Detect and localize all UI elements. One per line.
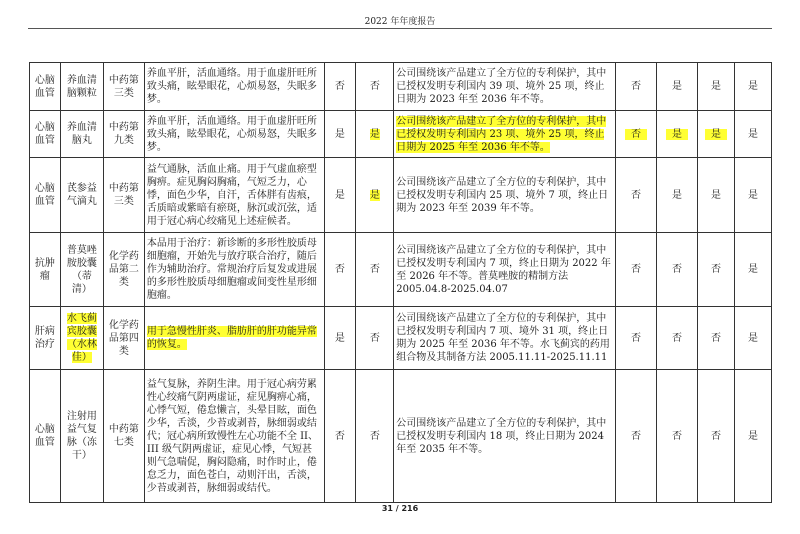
flag-cell: 否 bbox=[657, 233, 698, 307]
flag-cell: 否 bbox=[615, 158, 656, 233]
registration-class-cell: 中药第 三类 bbox=[103, 158, 144, 233]
highlighted-flag: 是 bbox=[369, 189, 380, 201]
patent-cell: 公司围绕该产品建立了全方位的专利保护，其中已授权发明专利国内 18 项，终止日期为 2024 年至 2035 年不等。 bbox=[394, 370, 616, 503]
flag-cell bbox=[698, 111, 735, 158]
indication-cell: 益气通脉，活血止痛。用于气虚血瘀型胸痹。症见胸闷胸痛，气短乏力，心悸，面色少华，自汗，舌体胖有齿痕，舌质暗或紫暗有瘀斑，脉沉或沉弦，适用于冠心病心绞痛见上述症候者。 bbox=[144, 158, 324, 233]
flag-cell: 否 bbox=[324, 63, 356, 111]
flag-cell: 是 bbox=[735, 370, 772, 503]
registration-class-cell: 化学药 品第二 类 bbox=[103, 233, 144, 307]
flag-cell: 是 bbox=[735, 63, 772, 111]
table-row bbox=[30, 233, 772, 307]
table-row bbox=[30, 63, 772, 111]
flag-cell bbox=[356, 111, 394, 158]
flag-cell: 否 bbox=[615, 307, 656, 370]
highlighted-patent-text: 公司围绕该产品建立了全方位的专利保护，其中已授权发明专利国内 23 项、境外 25 项，终止日期为 2025 年至 2036 年不等。 bbox=[396, 115, 607, 153]
report-header-title: 2022 年年度报告 bbox=[364, 17, 436, 27]
highlighted-indication: 用于急慢性肝炎、脂肪肝的肝功能异常的恢复。 bbox=[146, 326, 317, 350]
category-cell: 心脑 血管 bbox=[30, 111, 61, 158]
indication-cell: 养血平肝，活血通络。用于血虚肝旺所致头痛，眩晕眼花，心烦易怒，失眠多梦。 bbox=[144, 63, 324, 111]
flag-cell: 否 bbox=[657, 370, 698, 503]
registration-class-cell: 化学药 品第四 类 bbox=[103, 307, 144, 370]
flag-cell: 是 bbox=[698, 158, 735, 233]
highlighted-flag: 是 bbox=[705, 129, 727, 140]
category-cell: 心脑 血管 bbox=[30, 63, 61, 111]
flag-cell: 是 bbox=[324, 111, 356, 158]
flag-cell: 否 bbox=[615, 63, 656, 111]
flag-cell: 是 bbox=[657, 63, 698, 111]
flag-cell bbox=[356, 158, 394, 233]
patent-cell: 公司围绕该产品建立了全方位的专利保护，其中已授权发明专利国内 7 项，终止日期为 2022 年至 2026 年不等。普莫唑胺的精制方法 2005.04.8-2025.04.07 bbox=[394, 233, 616, 307]
product-name-cell: 注射用 益气复 脉（冻 干） bbox=[60, 370, 103, 503]
flag-cell: 是 bbox=[324, 158, 356, 233]
flag-cell bbox=[615, 111, 656, 158]
product-table bbox=[29, 62, 772, 503]
flag-cell bbox=[657, 111, 698, 158]
flag-cell: 是 bbox=[324, 307, 356, 370]
category-cell: 心脑 血管 bbox=[30, 158, 61, 233]
category-cell: 肝病 治疗 bbox=[30, 307, 61, 370]
flag-cell: 是 bbox=[735, 233, 772, 307]
highlighted-flag: 是 bbox=[369, 128, 380, 140]
flag-cell: 是 bbox=[735, 307, 772, 370]
product-name-cell: 芪参益 气滴丸 bbox=[60, 158, 103, 233]
table-row bbox=[30, 307, 772, 370]
product-name-cell bbox=[60, 307, 103, 370]
flag-cell: 否 bbox=[698, 307, 735, 370]
category-cell: 抗肿 瘤 bbox=[30, 233, 61, 307]
indication-cell bbox=[144, 307, 324, 370]
flag-cell: 否 bbox=[657, 307, 698, 370]
flag-cell: 否 bbox=[356, 63, 394, 111]
flag-cell: 否 bbox=[356, 307, 394, 370]
patent-cell: 公司围绕该产品建立了全方位的专利保护，其中已授权发明专利国内 39 项、境外 25 项，终止日期为 2023 年至 2036 年不等。 bbox=[394, 63, 616, 111]
highlighted-flag: 否 bbox=[625, 129, 647, 140]
flag-cell: 是 bbox=[657, 158, 698, 233]
highlighted-product-name: 水飞蓟 宾胶囊 （水林 佳） bbox=[66, 313, 97, 363]
indication-cell: 益气复脉，养阴生津。用于冠心病劳累性心绞痛气阴两虚证，症见胸痹心痛，心悸气短，倦怠懒言，头晕目眩，面色少华，舌淡，少苔或剥苔，脉细弱或结代；冠心病所致慢性左心功能不全 II、III 级气阴两虚证，症见心悸，气短甚则气急喘促，胸闷隐痛，时作时止，倦怠乏力，面色苍白，动则汗出，舌淡，少苔或剥苔，脉细弱或结代。 bbox=[144, 370, 324, 503]
flag-cell: 否 bbox=[698, 370, 735, 503]
flag-cell: 否 bbox=[324, 233, 356, 307]
product-name-cell: 普莫唑 胺胶囊 （蒂 清） bbox=[60, 233, 103, 307]
registration-class-cell: 中药第 九类 bbox=[103, 111, 144, 158]
registration-class-cell: 中药第 七类 bbox=[103, 370, 144, 503]
product-name-cell: 养血清 脑颗粒 bbox=[60, 63, 103, 111]
product-name-cell: 养血清 脑丸 bbox=[60, 111, 103, 158]
flag-cell: 否 bbox=[324, 370, 356, 503]
flag-cell: 否 bbox=[356, 370, 394, 503]
flag-cell: 否 bbox=[615, 370, 656, 503]
registration-class-cell: 中药第 三类 bbox=[103, 63, 144, 111]
patent-cell bbox=[394, 111, 616, 158]
highlighted-flag: 是 bbox=[666, 129, 688, 140]
flag-cell: 是 bbox=[735, 111, 772, 158]
indication-cell: 养血平肝，活血通络。用于血虚肝旺所致头痛，眩晕眼花，心烦易怒，失眠多梦。 bbox=[144, 111, 324, 158]
flag-cell: 是 bbox=[698, 63, 735, 111]
patent-cell: 公司围绕该产品建立了全方位的专利保护，其中已授权发明专利国内 7 项、境外 31 项，终止日期为 2025 年至 2036 年不等。水飞蓟宾的药用组合物及其制备方法 2005.11.11-2025.11.11 bbox=[394, 307, 616, 370]
patent-cell: 公司围绕该产品建立了全方位的专利保护，其中已授权发明专利国内 25 项、境外 7 项，终止日期为 2023 年至 2039 年不等。 bbox=[394, 158, 616, 233]
table-row bbox=[30, 370, 772, 503]
header-rule bbox=[28, 28, 772, 29]
flag-cell: 否 bbox=[356, 233, 394, 307]
flag-cell: 是 bbox=[735, 158, 772, 233]
table-row bbox=[30, 111, 772, 158]
flag-cell: 否 bbox=[698, 233, 735, 307]
table-row bbox=[30, 158, 772, 233]
flag-cell: 否 bbox=[615, 233, 656, 307]
category-cell: 心脑 血管 bbox=[30, 370, 61, 503]
page-number: 31 / 216 bbox=[381, 504, 419, 513]
indication-cell: 本品用于治疗：新诊断的多形性胶质母细胞瘤，开始先与放疗联合治疗，随后作为辅助治疗。常规治疗后复发或进展的多形性胶质母细胞瘤或间变性星形细胞瘤。 bbox=[144, 233, 324, 307]
